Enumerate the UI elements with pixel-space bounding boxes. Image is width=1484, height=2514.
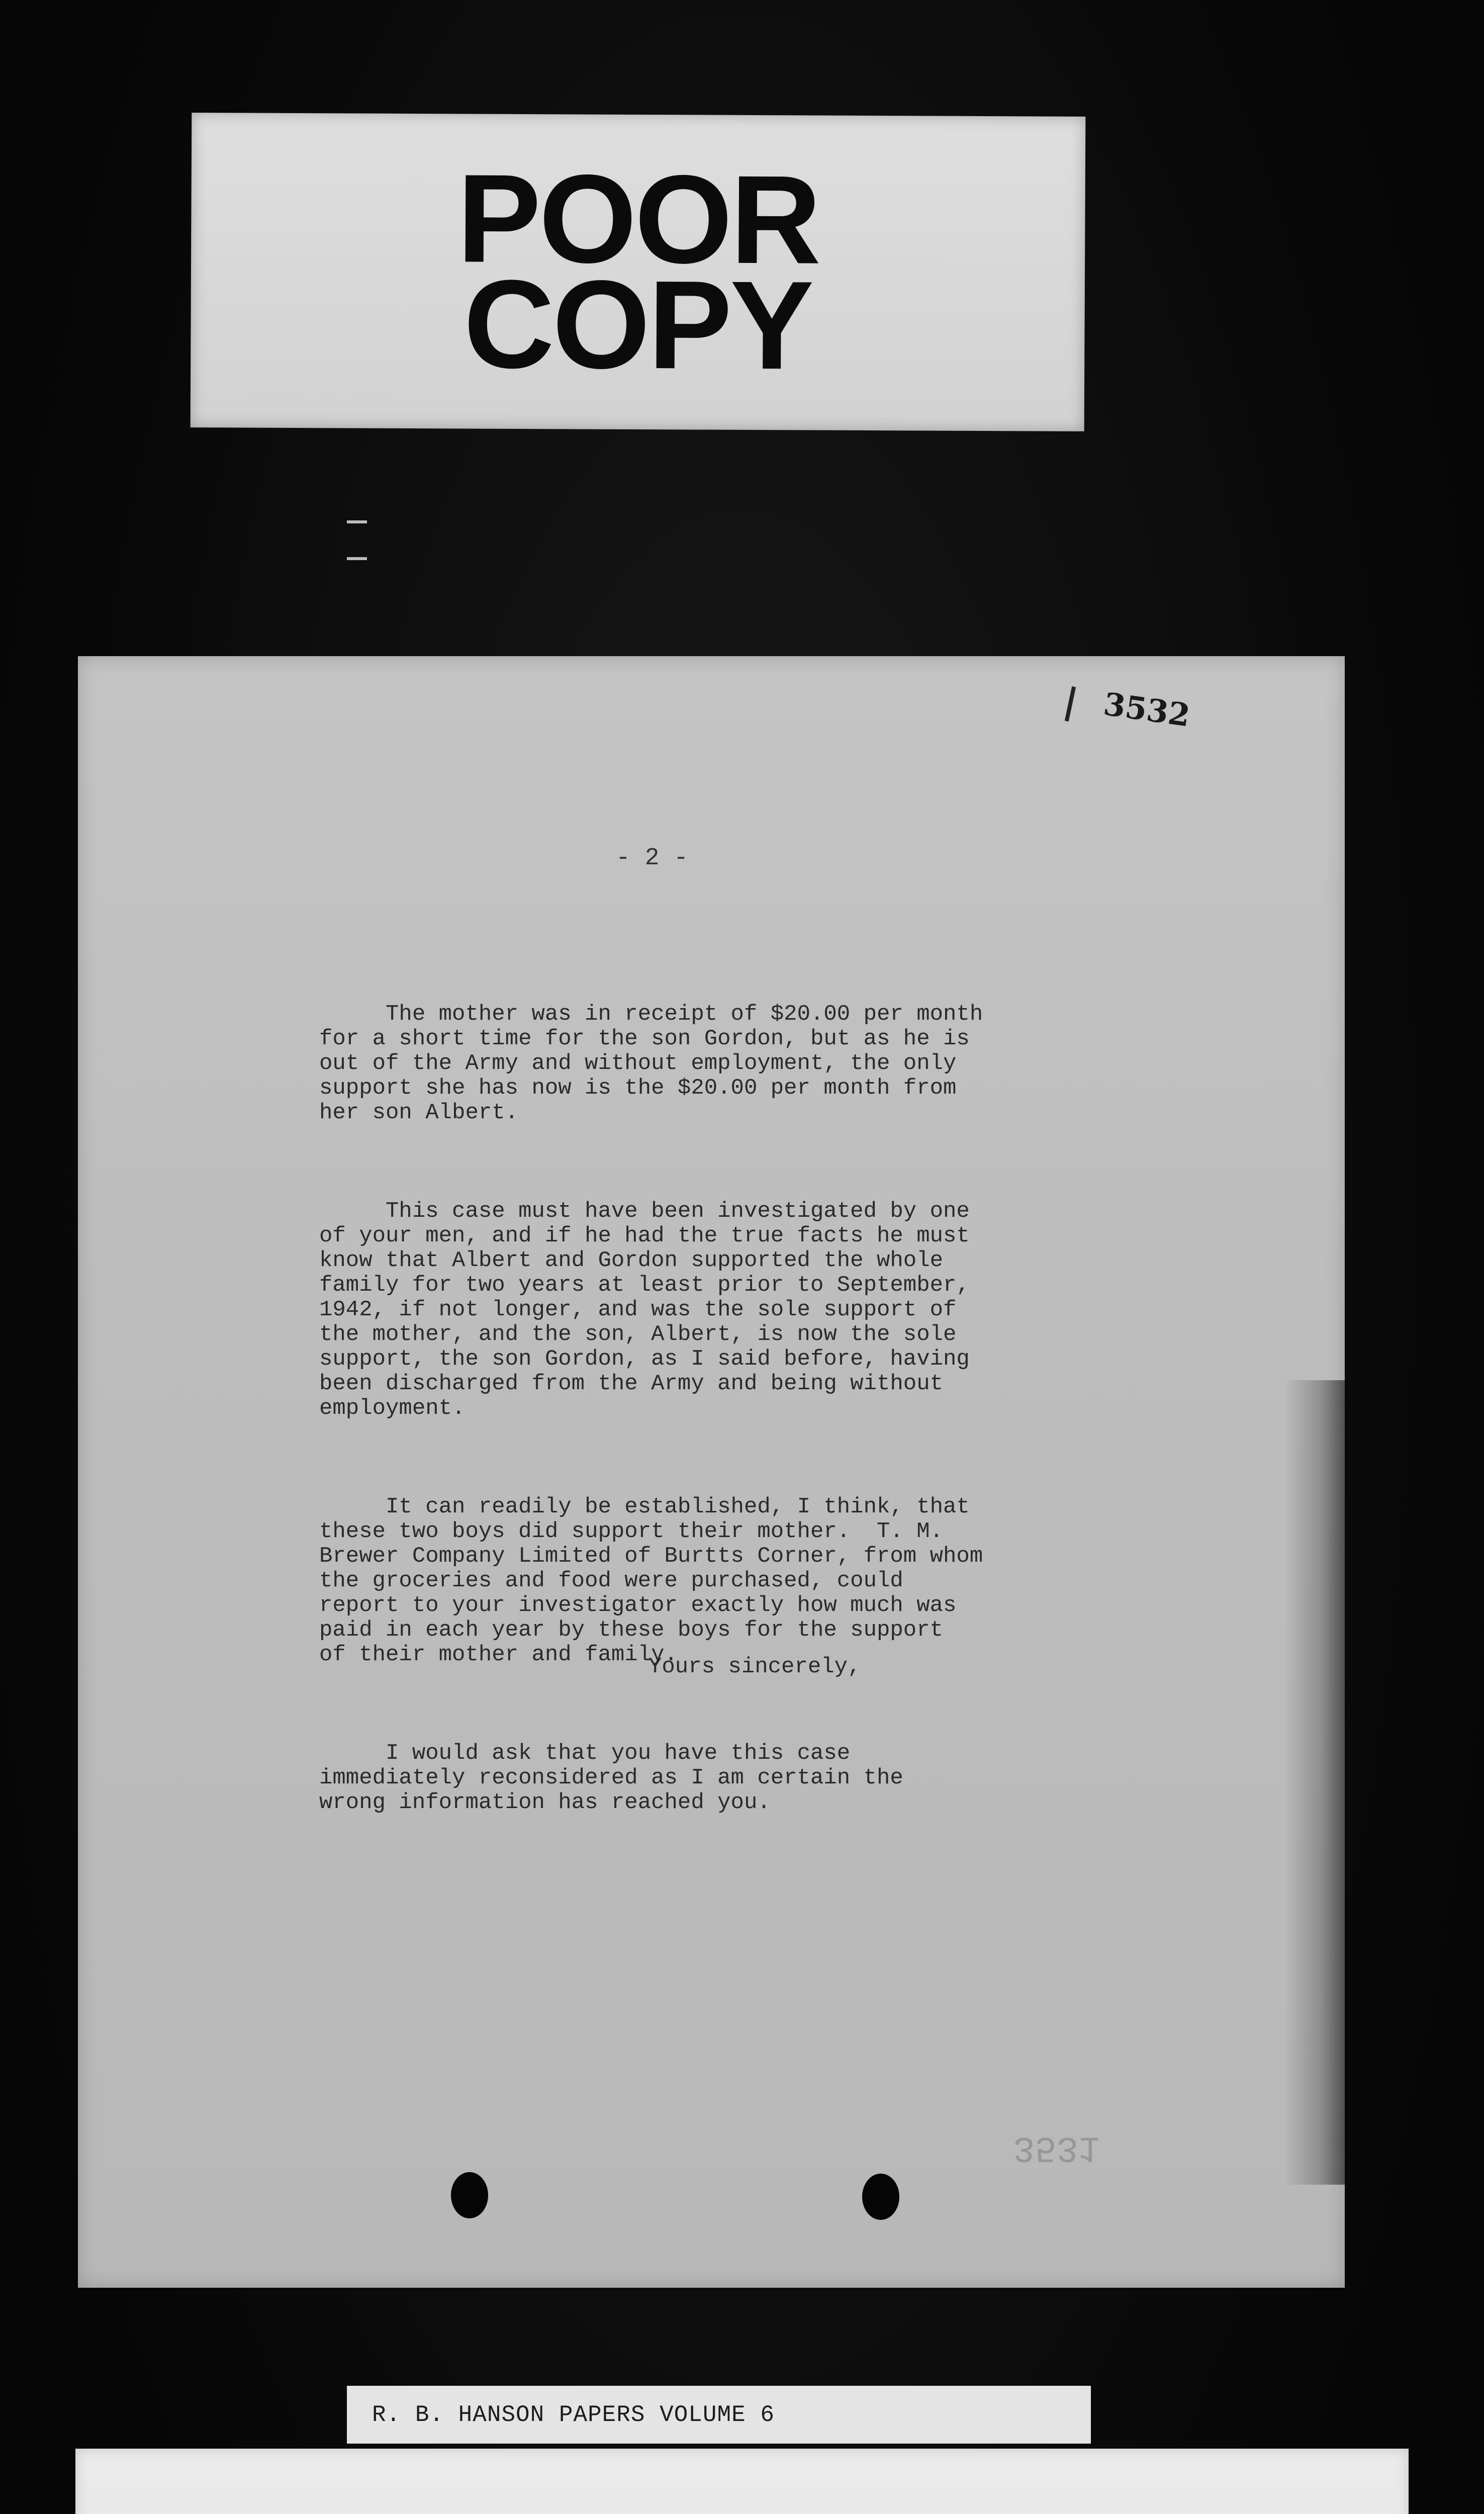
handwritten-mark [1065,686,1076,722]
archives-label [75,2449,1409,2514]
poor-copy-label [191,113,1086,431]
torn-edge [1284,1380,1345,2185]
paragraph-2: This case must have been investigated by one of your men, and if he had the true facts he must know that Albert and Gordon supported the whole family for two years at least prior to September, 1942, if not longer, and was the sole support of the mother, and the son, Albert, is now the sole support, the son Gordon, as I said before, having been discharged from the Army and being without employment. [319,1199,970,1421]
page-number: - 2 - [616,845,689,872]
handwritten-page-number: 3532 [1101,685,1192,734]
punch-hole [451,2172,488,2218]
faint-stamp-number: 3531 [1013,2127,1100,2168]
paragraph-4: I would ask that you have this case immediately reconsidered as I am certain the wrong information has reached you. [319,1741,903,1815]
volume-label-text: R. B. HANSON PAPERS VOLUME 6 [372,2401,775,2428]
paragraph-1: The mother was in receipt of $20.00 per month for a short time for the son Gordon, but as he is out of the Army and without employment, the only support she has now is the $20.00 per month from her son Albert. [319,1002,983,1125]
poor-copy-line2: COPY [463,253,812,396]
paragraph-3: It can readily be established, I think, that these two boys did support their mother. T. M. Brewer Company Limited of Burtts Corner, from whom the groceries and food were purchased, could report to your investigator exactly how much was paid in each year by these boys for the support of their mother and family. [319,1494,983,1667]
letter-page [78,656,1345,2288]
poor-copy-line1: POOR [456,148,820,290]
film-dash-mark [347,557,367,560]
letter-body [319,953,1174,1889]
volume-label [347,2386,1091,2444]
letter-closing: Yours sincerely, [648,1654,861,1679]
film-dash-mark [347,520,367,523]
punch-hole [862,2174,899,2220]
